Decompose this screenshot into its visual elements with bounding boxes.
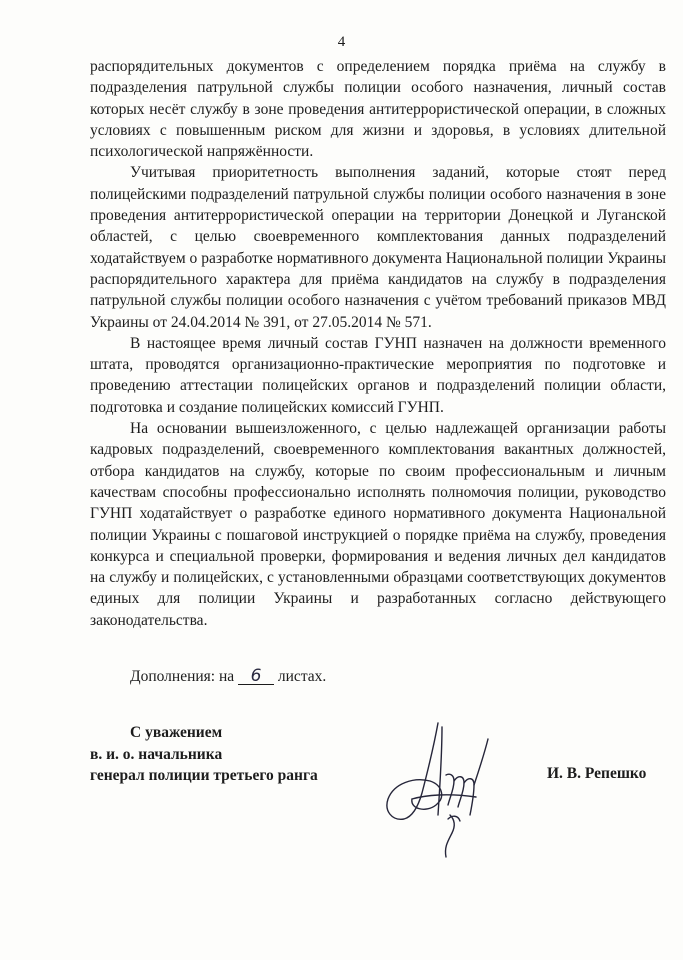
attachment-prefix: Дополнения: на [130,668,235,685]
closing-block [90,722,318,787]
handwritten-signature [376,715,506,865]
attachment-page-count: 6 [238,668,274,685]
signatory-name: И. В. Репешко [547,765,647,782]
page-number: 4 [337,34,346,50]
paragraph-continuation: распорядительных документов с определением порядка приёма на службу в подразделения патрульной службы полиции особого назначения, личный состав которых несёт службу в зоне проведения антитеррористической операции, в сложных условиях с повышенным риском для жизни и здоровья, в условиях длительной психологической напряжённости. [90,58,666,161]
paragraph-current-status: В настоящее время личный состав ГУНП назначен на должности временного штата, проводятся организационно-практические мероприятия по подготовке и проведению аттестации полицейских органов и подразделений полиции области, подготовка и создание полицейских комиссий ГУНП. [90,334,666,416]
closing-salutation: С уважением [130,724,223,741]
attachment-suffix: листах. [277,668,327,685]
letter-body [90,56,666,631]
paragraph-request: На основании вышеизложенного, с целью надлежащей организации работы кадровых подразделений, своевременного комплектования вакантных должностей, отбора кандидатов на службу, которые по своим профессиональным и личным качествам способны профессионально исполнять полномочия полиции, руководство ГУНП ходатайствует о разработке единого нормативного документа Национальной полиции Украины с пошаговой инструкцией о порядке приёма на службу, проведения конкурса и специальной проверки, формирования и ведения личных дел кандидатов на службу и полицейских, с установленными образцами соответствующих документов единых для полиции Украины и разработанных согласно действующего законодательства. [90,420,666,629]
attachment-note [130,668,326,686]
paragraph-priority: Учитывая приоритетность выполнения заданий, которые стоят перед полицейскими подразделений патрульной службы полиции особого назначения в зоне проведения антитеррористической операции на территории Донецкой и Луганской областей, с целью своевременного комплектования данных подразделений ходатайствуем о разработке нормативного документа Национальной полиции Украины распорядительного характера для приёма кандидатов на службу в подразделения патрульной службы полиции особого назначения с учётом требований приказов МВД Украины от 24.04.2014 № 391, от 27.05.2014 № 571. [90,164,666,331]
closing-position: в. и. о. начальника [90,745,223,763]
closing-rank: генерал полиции третьего ранга [90,767,318,784]
